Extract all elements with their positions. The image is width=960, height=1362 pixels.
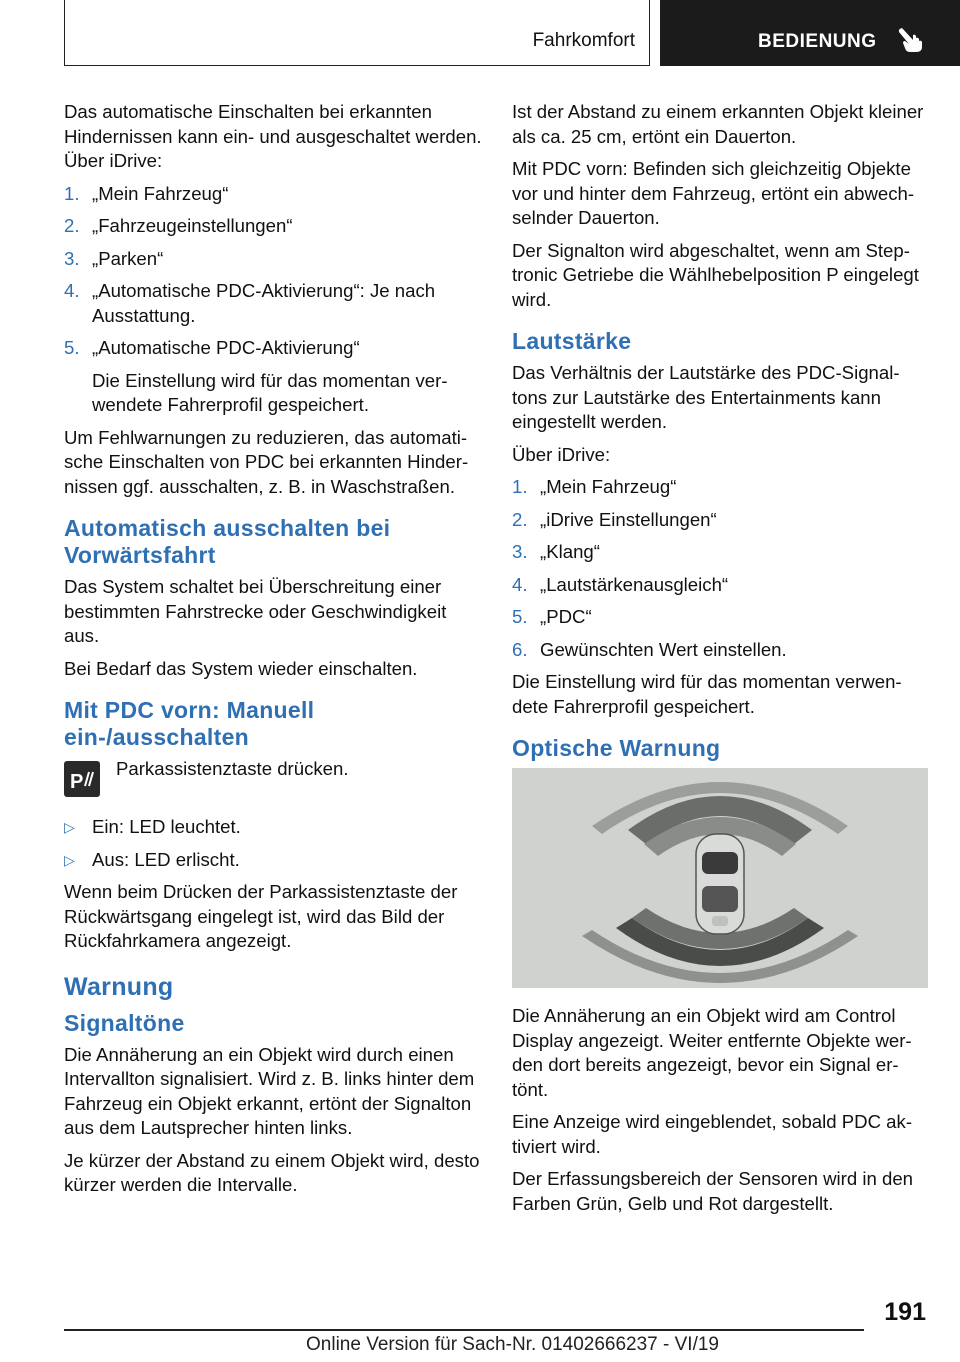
paragraph: Der Signalton wird abgeschaltet, wenn am Steptronic Getriebe die Wählhebelposition P eingelegt wird. [512, 239, 919, 310]
paragraph: Wenn beim Drücken der Parkassistenztaste der Rückwärtsgang eingelegt ist, wird das Bild der Rückfahrkamera angezeigt. [64, 881, 458, 951]
list-item: 3. „Klang“ [512, 541, 600, 562]
paragraph: Je kürzer der Abstand zu einem Objekt wird, desto kürzer werden die Intervalle. [64, 1149, 480, 1195]
heading-warnung: Warnung [64, 972, 174, 1001]
pointing-hand-icon [896, 24, 926, 54]
svg-text:P: P [70, 771, 84, 793]
paragraph: Eine Anzeige wird eingeblendet, sobald PDC aktiviert wird. [512, 1111, 913, 1157]
paragraph: Das System schaltet bei Überschreitung einer bestimmten Fahrstrecke oder Geschwindigkeit aus. [64, 576, 447, 646]
section-title: Fahrkomfort [532, 30, 635, 51]
right-column [512, 100, 928, 1224]
list-item: 2. „iDrive Einstellungen“ [512, 508, 717, 530]
button-instruction [64, 757, 482, 797]
paragraph: Das Verhältnis der Lautstärke des PDC-Signaltons zur Lautstärke des Entertainments kann eingestellt werden. [512, 362, 900, 432]
footer-divider [64, 1329, 864, 1331]
led-status-list [64, 815, 482, 872]
chapter-title: BEDIENUNG [758, 31, 877, 52]
paragraph: Bei Bedarf das System wieder einschalten. [64, 657, 418, 679]
paragraph: Mit PDC vorn: Befinden sich gleichzeitig Objekte vor und hinter dem Fahrzeug, ertönt ein abwechselnder Dauerton. [512, 158, 915, 228]
paragraph: Ist der Abstand zu einem erkannten Objekt kleiner als ca. 25 cm, ertönt ein Dauerton. [512, 101, 924, 147]
paragraph: Die Annäherung an ein Objekt wird durch einen Intervallton signalisiert. Wird z. B. links hinter dem Fahrzeug ein Objekt erkannt, ertönt der Signalton aus dem Lautsprecher hinten links. [64, 1043, 475, 1138]
left-column [64, 100, 482, 1206]
heading-lautstaerke: Lautstärke [512, 328, 632, 354]
pdc-display-graphic [512, 768, 928, 988]
list-item: 2. „Fahrzeugeinstellungen“ [64, 215, 293, 236]
heading-optische-warnung: Optische Warnung [512, 735, 721, 761]
idrive-steps-list [64, 182, 482, 418]
paragraph: Um Fehlwarnungen zu reduzieren, das automatische Einschalten von PDC bei erkannten Hindernissen ggf. ausschalten, z. B. in Waschstraßen. [64, 426, 469, 497]
list-item: ▷ Ein: LED leuchtet. [64, 815, 482, 840]
heading-signaltoene: Signaltöne [64, 1009, 185, 1036]
header-frame [64, 0, 650, 66]
footer-online-version: Online Version für Sach-Nr. 01402666237 - VI/19 [306, 1334, 719, 1355]
step-text: „Automatische PDC-Aktivierung“ [92, 337, 360, 358]
paragraph: Die Einstellung wird für das momentan verwendete Fahrerprofil gespeichert. [512, 671, 902, 717]
list-item: 4. „Lautstärkenausgleich“ [512, 573, 729, 595]
park-assist-button-icon [64, 761, 100, 797]
list-item: 5. „Automatische PDC-Aktivierung“ Die Einstellung wird für das momentan verwendete Fahrerprofil gespeichert. [64, 336, 482, 418]
page-number: 191 [884, 1298, 926, 1326]
list-item: 5. „PDC“ [512, 606, 592, 627]
paragraph: Die Annäherung an ein Objekt wird am Control Display angezeigt. Weiter entfernte Objekte werden dort bereits angezeigt, bevor ein Signal ertönt. [512, 1005, 912, 1100]
volume-steps-list [512, 475, 928, 662]
button-instruction-text: Parkassistenztaste drücken. [116, 758, 349, 779]
list-item: 1. „Mein Fahrzeug“ [64, 182, 229, 204]
intro-paragraph: Das automatische Einschalten bei erkannten Hindernissen kann ein- und ausgeschaltet werden. Über iDrive: [64, 101, 482, 171]
paragraph: Der Erfassungsbereich der Sensoren wird in den Farben Grün, Gelb und Rot dargestellt. [512, 1168, 914, 1214]
list-item: 1. „Mein Fahrzeug“ [512, 476, 677, 497]
step-note: Die Einstellung wird für das momentan verwendete Fahrerprofil gespeichert. [92, 369, 448, 415]
list-item: 3. „Parken“ [64, 247, 164, 269]
heading-manual: Mit PDC vorn: Manuell ein-/ausschalten [64, 697, 315, 750]
triangle-bullet-icon: ▷ [64, 819, 75, 835]
chapter-tab [660, 0, 960, 66]
triangle-bullet-icon: ▷ [64, 851, 75, 868]
heading-auto-off: Automatisch ausschalten bei Vorwärtsfahrt [64, 515, 391, 568]
list-item: 6. Gewünschten Wert einstellen. [512, 638, 787, 660]
list-item: ▷ Aus: LED erlischt. [64, 848, 482, 873]
paragraph: Über iDrive: [512, 443, 611, 465]
car-top-view-icon [512, 768, 928, 988]
list-item: 4. „Automatische PDC-Aktivierung“: Je nach Ausstattung. [64, 280, 436, 326]
